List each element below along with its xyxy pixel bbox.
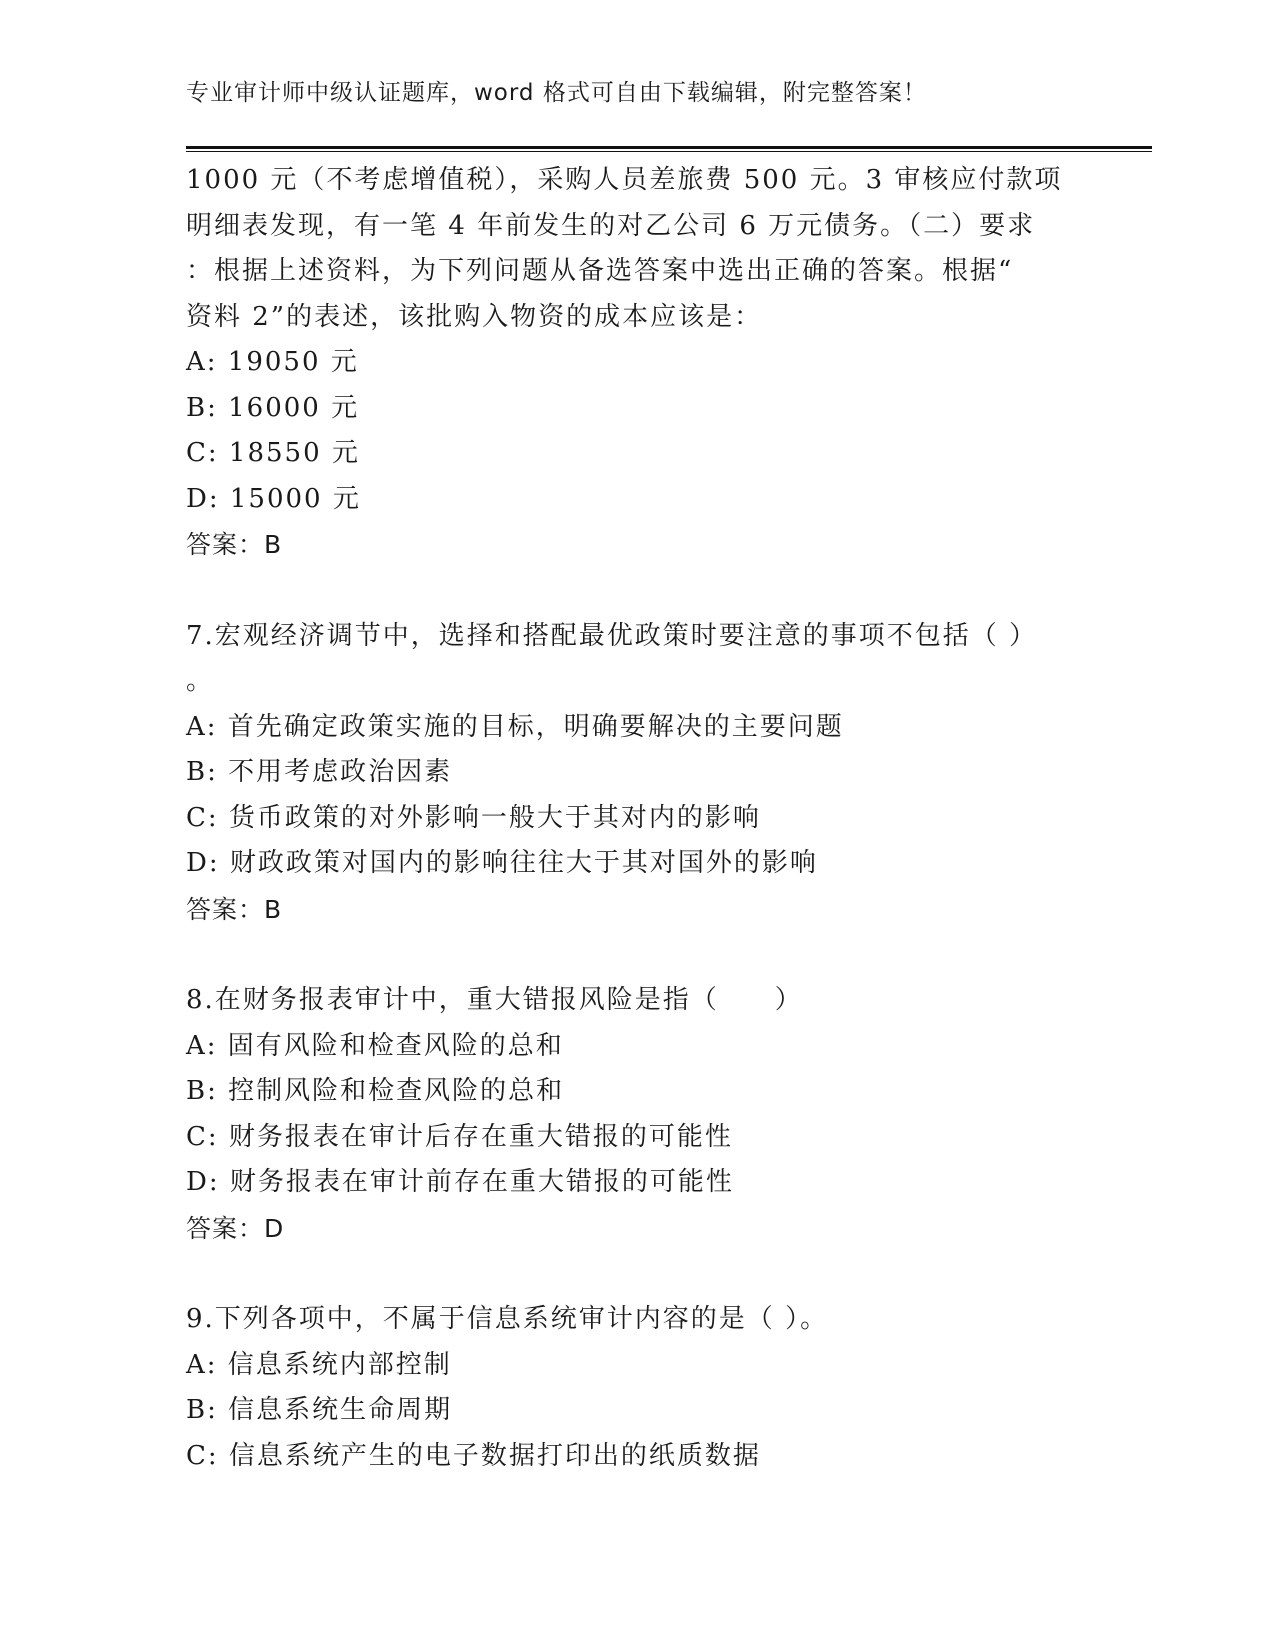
page-header-text: 专业审计师中级认证题库，word 格式可自由下载编辑，附完整答案！ bbox=[186, 80, 927, 106]
question-9-option-b: B: 信息系统生命周期 bbox=[186, 1395, 453, 1425]
question-8-option-b: B: 控制风险和检查风险的总和 bbox=[186, 1076, 565, 1106]
question-8-answer: 答案：D bbox=[186, 1213, 285, 1243]
question-9-option-c: C: 信息系统产生的电子数据打印出的纸质数据 bbox=[186, 1440, 761, 1471]
question-8-option-a: A: 固有风险和检查风险的总和 bbox=[186, 1030, 564, 1061]
question-6-text-line: ：根据上述资料，为下列问题从备选答案中选出正确的答案。根据“ bbox=[186, 256, 1014, 286]
question-6-option-d: D: 15000 元 bbox=[186, 483, 361, 514]
question-6 bbox=[186, 158, 1086, 568]
question-7-answer: 答案：B bbox=[186, 894, 283, 924]
question-6-option-a: A: 19050 元 bbox=[186, 347, 359, 377]
question-7-option-a: A: 首先确定政策实施的目标，明确要解决的主要问题 bbox=[186, 711, 844, 742]
question-8-option-d: D: 财务报表在审计前存在重大错报的可能性 bbox=[186, 1167, 734, 1197]
question-8-text-line: 8.在财务报表审计中，重大错报风险是指（ ） bbox=[186, 985, 803, 1015]
question-content bbox=[186, 158, 1086, 1479]
question-9-option-a: A: 信息系统内部控制 bbox=[186, 1349, 452, 1380]
spacer bbox=[186, 568, 1086, 614]
spacer bbox=[186, 1251, 1086, 1297]
question-8-option-c: C: 财务报表在审计后存在重大错报的可能性 bbox=[186, 1121, 733, 1152]
question-9-text-line: 9.下列各项中，不属于信息系统审计内容的是（ ）。 bbox=[186, 1304, 829, 1334]
question-9 bbox=[186, 1297, 1086, 1479]
question-7-option-d: D: 财政政策对国内的影响往往大于其对国外的影响 bbox=[186, 848, 818, 878]
question-6-option-c: C: 18550 元 bbox=[186, 438, 360, 468]
spacer bbox=[186, 932, 1086, 978]
question-6-text-line: 明细表发现，有一笔 4 年前发生的对乙公司 6 万元债务。（二）要求 bbox=[186, 210, 1036, 241]
question-8 bbox=[186, 978, 1086, 1251]
question-7-option-b: B: 不用考虑政治因素 bbox=[186, 757, 453, 787]
header-rule-thick bbox=[186, 146, 1152, 149]
header-rule bbox=[186, 146, 1152, 153]
question-6-text-line: 1000 元（不考虑增值税），采购人员差旅费 500 元。3 审核应付款项 bbox=[186, 165, 1063, 195]
question-6-text-line: 资料 2”的表述，该批购入物资的成本应该是： bbox=[186, 301, 763, 332]
question-6-answer: 答案：B bbox=[186, 530, 283, 559]
header-rule-thin bbox=[186, 151, 1152, 152]
question-7-text-line: 。 bbox=[186, 666, 215, 696]
question-7 bbox=[186, 614, 1086, 933]
question-6-option-b: B: 16000 元 bbox=[186, 392, 360, 423]
question-7-text-line: 7.宏观经济调节中，选择和搭配最优政策时要注意的事项不包括（ ） bbox=[186, 620, 1038, 651]
question-7-option-c: C: 货币政策的对外影响一般大于其对内的影响 bbox=[186, 802, 761, 833]
